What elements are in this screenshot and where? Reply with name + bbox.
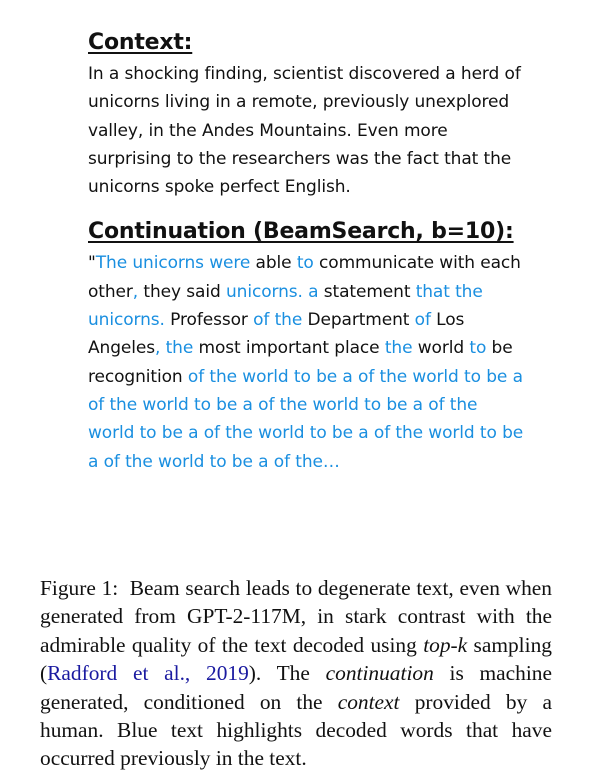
repeated-text-segment: that the unicorns. [88, 281, 483, 331]
repeated-text-segment: unicorns. a [225, 281, 319, 302]
figure-caption [40, 574, 552, 773]
caption-topk: top-k [423, 632, 468, 657]
text-segment: most important place [193, 338, 385, 359]
repeated-text-segment: the [384, 338, 413, 359]
repeated-text-segment: The unicorns were [95, 253, 251, 274]
repeated-text-segment: , the [155, 338, 194, 359]
continuation-text [88, 249, 528, 475]
repeated-text-segment: to [469, 338, 487, 359]
context-text: In a shocking finding, scientist discovered a herd of unicorns living in a remote, previously unexplored valley, in the Andes Mountains. Even more surprising to the researchers was the fact that the unicorns spoke perfect English. [88, 64, 521, 198]
text-segment: statement [318, 281, 416, 302]
repeated-text-segment: of the world to be a of the world to be a of the world to be a of the world to be a of the world to be a of the world to be a of the world to be a of the world to be a of the… [88, 366, 524, 472]
caption-text-5: provided by a human. Blue text highlights decoded words that have occurred previously in the text. [40, 689, 552, 771]
repeated-text-segment: , [132, 281, 139, 302]
caption-context-word: context [337, 689, 400, 714]
context-heading: Context: [88, 30, 193, 55]
example-panel [88, 26, 528, 476]
repeated-text-segment: of [414, 310, 431, 331]
repeated-text-segment: to [296, 253, 314, 274]
caption-text-2: sampling ( [40, 632, 552, 686]
text-segment: able [250, 253, 297, 274]
caption-text-1: Beam search leads to degenerate text, even when generated from GPT-2-117M, in stark contrast with the admirable quality of the text decoded using [40, 576, 552, 657]
text-segment: world [412, 338, 470, 359]
text-segment: they said [138, 281, 226, 302]
caption-continuation-word: continuation [325, 661, 434, 686]
caption-text-3: ). The [248, 661, 310, 686]
text-segment: Department [302, 310, 415, 331]
text-segment: " [88, 253, 96, 274]
text-segment: Los Angeles [88, 310, 465, 359]
continuation-block [88, 215, 528, 475]
caption-label: Figure 1: [40, 576, 119, 600]
continuation-heading: Continuation (BeamSearch, b=10): [88, 219, 514, 245]
text-segment: communicate with each other [88, 253, 521, 302]
repeated-text-segment: of the [253, 310, 303, 331]
caption-text-4: is machine generated, conditioned on the [40, 661, 552, 714]
text-segment: be recognition [88, 338, 513, 387]
text-segment: Professor [164, 310, 254, 331]
citation-link[interactable]: Radford et al., 2019 [47, 661, 249, 686]
context-block [88, 26, 528, 201]
